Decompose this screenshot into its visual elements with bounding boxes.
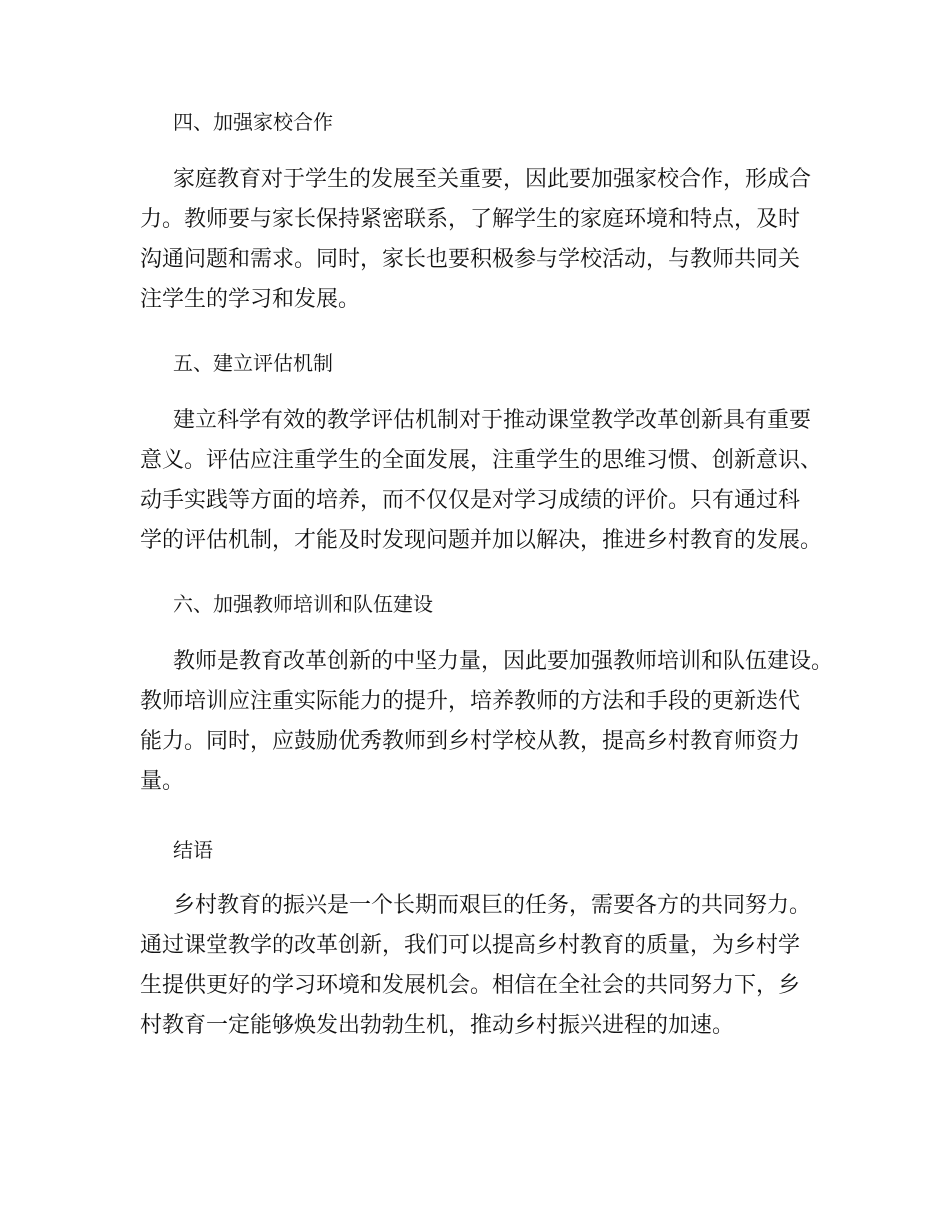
paragraph-line: 能力。同时，应鼓励优秀教师到乡村学校从教，提高乡村教育师资力	[140, 729, 801, 754]
paragraph-line: 力。教师要与家长保持紧密联系，了解学生的家庭环境和特点，及时	[140, 207, 801, 232]
paragraph-line: 教师培训应注重实际能力的提升，培养教师的方法和手段的更新迭代	[140, 689, 801, 714]
paragraph-line: 建立科学有效的教学评估机制对于推动课堂教学改革创新具有重要	[173, 408, 812, 433]
paragraph-line: 乡村教育的振兴是一个长期而艰巨的任务，需要各方的共同努力。	[173, 893, 812, 918]
section-heading: 结语	[173, 838, 213, 862]
paragraph-line: 注学生的学习和发展。	[140, 287, 361, 312]
paragraph-line: 通过课堂教学的改革创新，我们可以提高乡村教育的质量，为乡村学	[140, 933, 801, 958]
paragraph-line: 量。	[140, 769, 185, 794]
paragraph-line: 生提供更好的学习环境和发展机会。相信在全社会的共同努力下，乡	[140, 973, 801, 998]
section-heading: 六、加强教师培训和队伍建设	[173, 592, 433, 616]
paragraph-line: 村教育一定能够焕发出勃勃生机，推动乡村振兴进程的加速。	[140, 1013, 735, 1038]
paragraph-line: 意义。评估应注重学生的全面发展，注重学生的思维习惯、创新意识、	[140, 448, 823, 473]
paragraph-line: 动手实践等方面的培养，而不仅仅是对学习成绩的评价。只有通过科	[140, 488, 801, 513]
paragraph-line: 沟通问题和需求。同时，家长也要积极参与学校活动，与教师共同关	[140, 247, 801, 272]
paragraph-line: 学的评估机制，才能及时发现问题并加以解决，推进乡村教育的发展。	[140, 528, 823, 553]
paragraph-line: 教师是教育改革创新的中坚力量，因此要加强教师培训和队伍建设。	[173, 649, 834, 674]
paragraph-line: 家庭教育对于学生的发展至关重要，因此要加强家校合作，形成合	[173, 167, 812, 192]
section-heading: 五、建立评估机制	[173, 351, 333, 375]
section-heading: 四、加强家校合作	[173, 110, 333, 134]
